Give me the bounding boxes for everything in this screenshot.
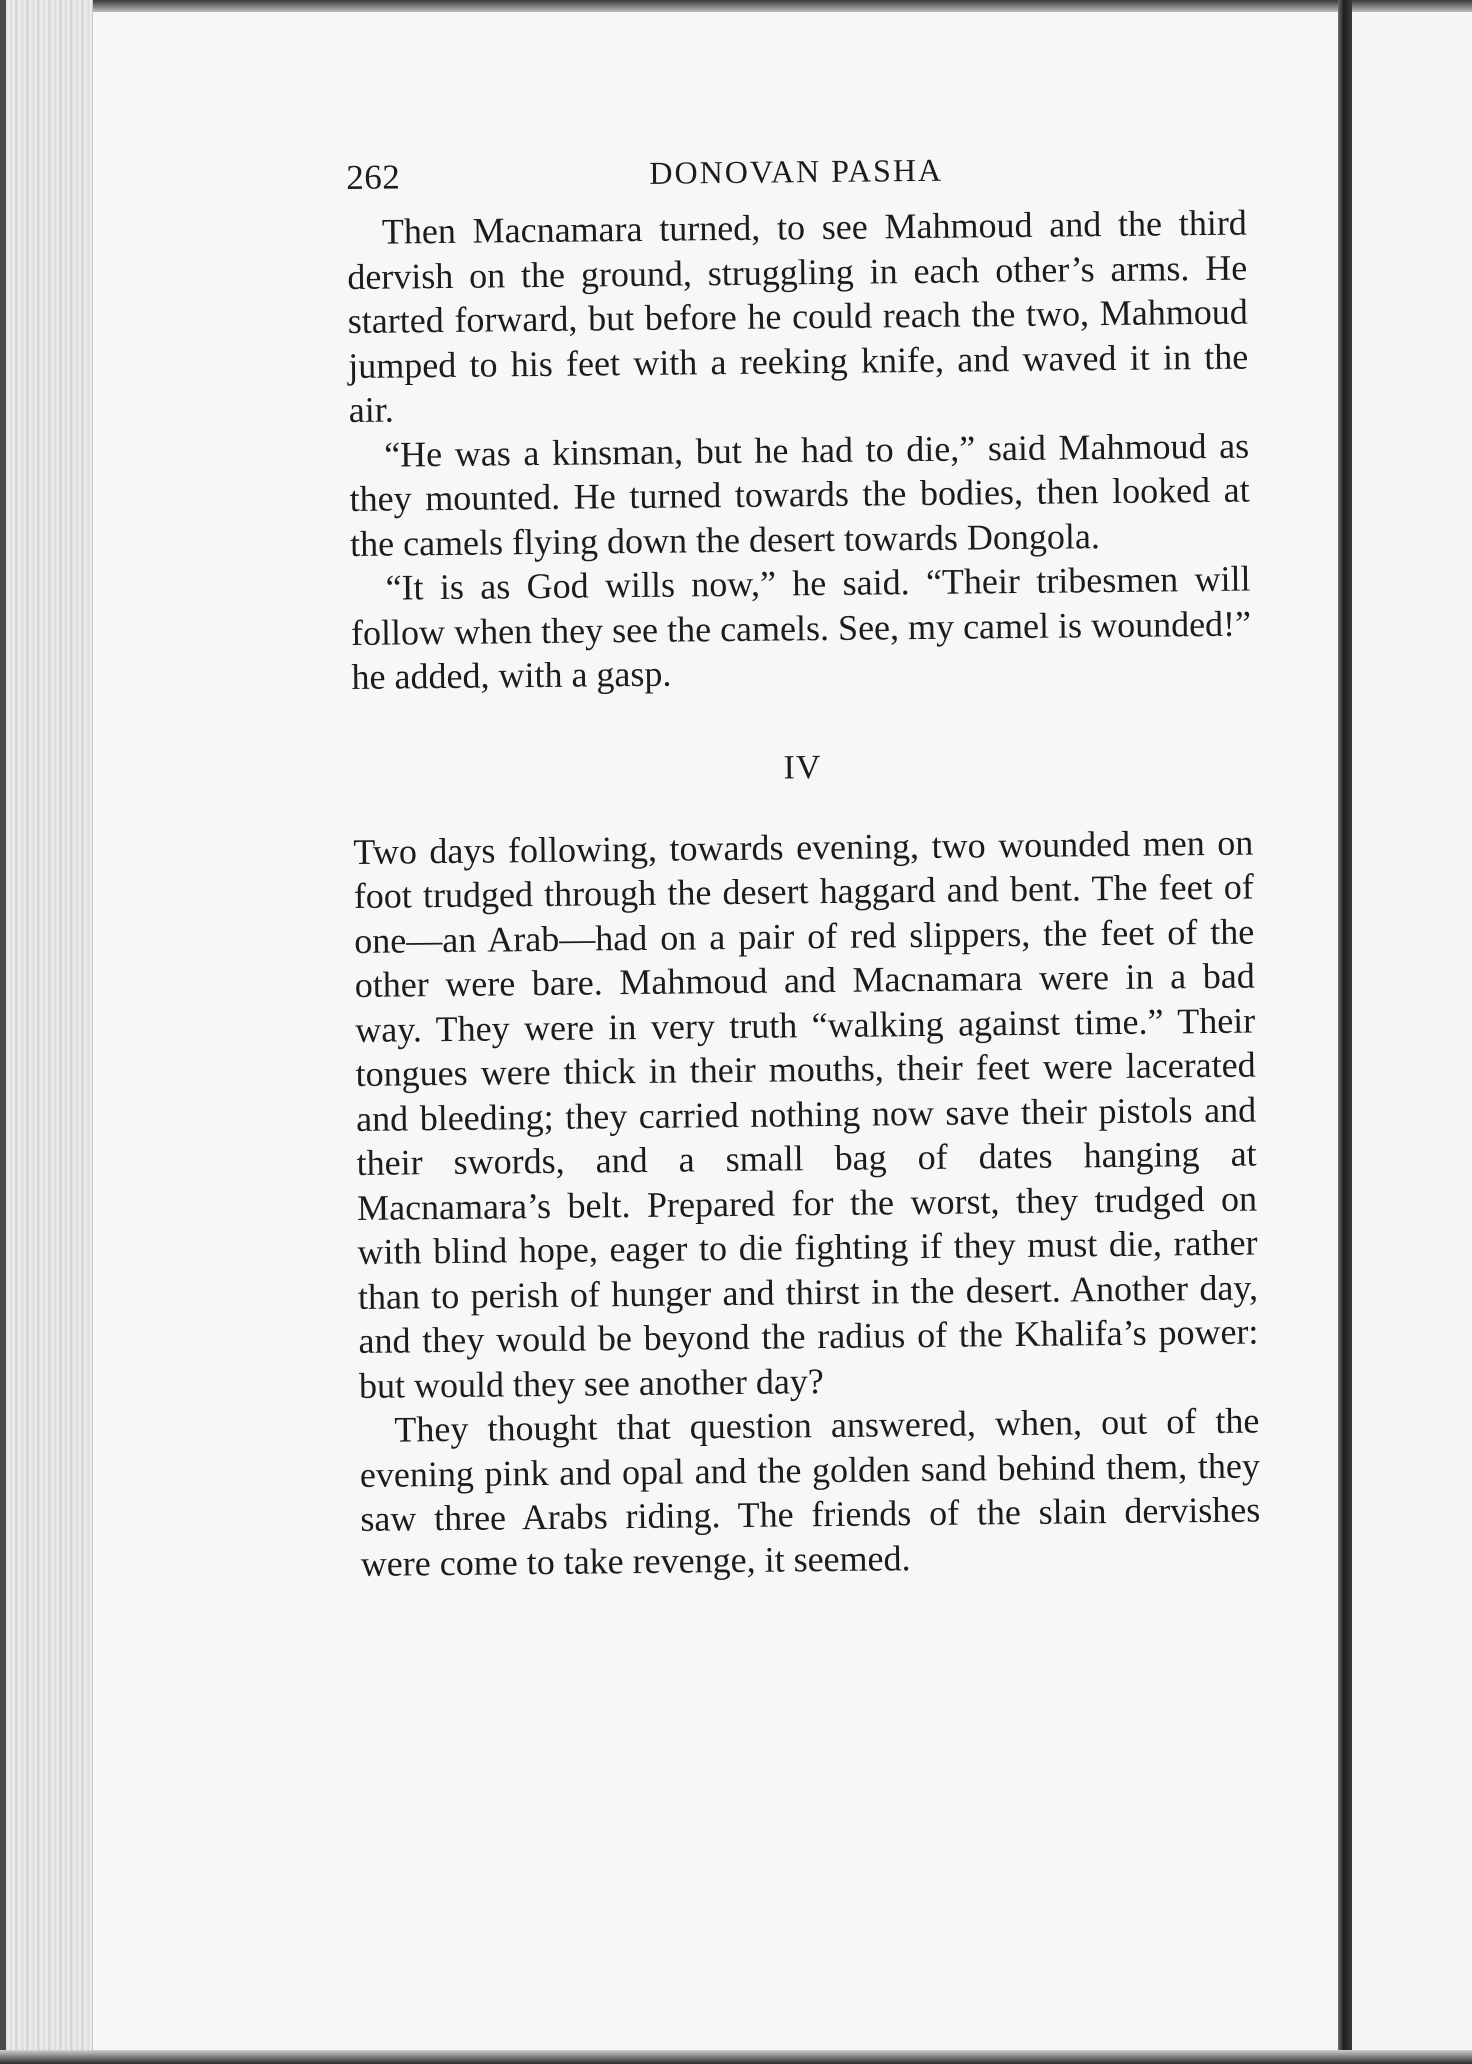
book-page — [346, 141, 1261, 1586]
section-heading: IV — [783, 748, 822, 786]
scan-bottom-edge — [0, 2050, 1472, 2064]
running-title: DONOVAN PASHA — [649, 151, 944, 191]
paragraph: They thought that question answered, when, out of the evening pink and opal and the golden sand behind them, they saw three Arabs riding. The friends of the slain dervishes were come to take revenge, it seemed. — [359, 1400, 1261, 1584]
paragraph: Two days following, towards evening, two wounded men on foot trudged through the desert haggard and bent. The feet of one—an Arab—had on a pair of red slippers, the feet of the other were bare. Mahmoud and Macnamara were in a bad way. They were in very truth “walking against time.” Their tongues were thick in their mouths, their feet were lacerated and bleeding; they carried nothing now save their pistols and their swords, and a small bag of dates hanging at Macnamara’s belt. Prepared for the worst, they trudged on with blind hope, eager to die fighting if they must die, rather than to perish of hunger and thirst in the desert. Another day, and they would be beyond the radius of the Khalifa’s power: but would they see another day? — [353, 822, 1259, 1406]
paragraph: “It is as God wills now,” he said. “Their tribesmen will follow when they see the camels. See, my camel is wounded!” he added, with a gasp. — [350, 558, 1252, 697]
running-head — [346, 141, 1247, 210]
book-gutter — [1338, 0, 1352, 2064]
paragraph: “He was a kinsman, but he had to die,” said Mahmoud as they mounted. He turned towards the bodies, then looked at the camels flying down the desert towards Dongola. — [349, 425, 1250, 564]
scan-top-edge — [0, 0, 1472, 12]
book-page-edges — [0, 0, 93, 2064]
page-number: 262 — [346, 157, 401, 197]
paragraph: Then Macnamara turned, to see Mahmoud and the third dervish on the ground, struggling in each other’s arms. He started forward, but before he could reach the two, Mahmoud jumped to his feet with a reeking knife, and waved it in the air. — [347, 202, 1249, 430]
facing-page-edge — [1352, 12, 1472, 2050]
